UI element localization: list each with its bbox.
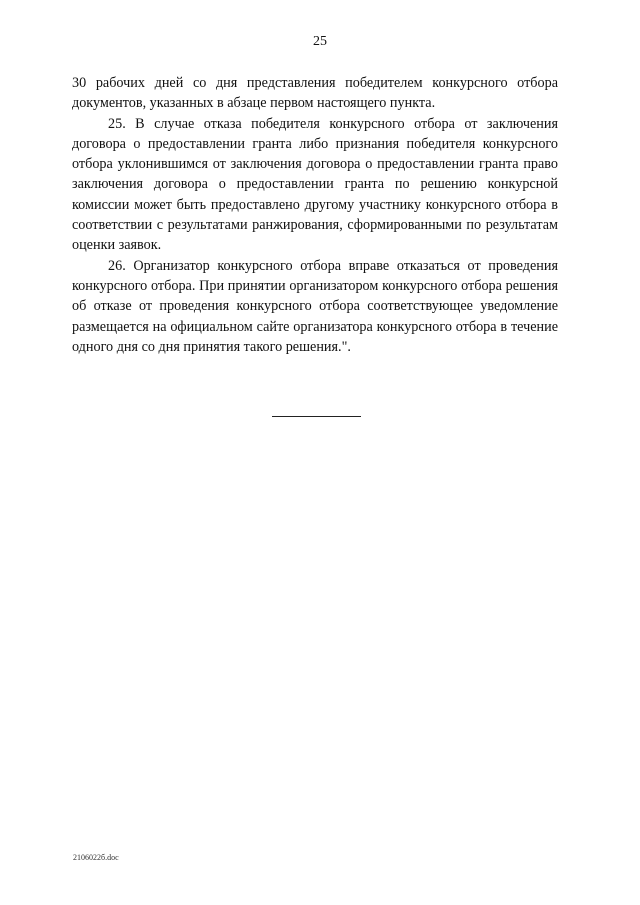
closing-divider-line xyxy=(272,416,361,417)
paragraph-item-25: 25. В случае отказа победителя конкурсного отбора от заключения договора о предоставлении гранта либо признания победителя конкурсного отбора уклонившимся от заключения договора о предоставлении гранта право заключения договора о предоставлении гранта по решению конкурсной комиссии может быть предоставлено другому участнику конкурсного отбора в соответствии с результатами ранжирования, сформированными по результатам оценки заявок. xyxy=(72,115,558,254)
document-body xyxy=(72,73,558,357)
page-number: 25 xyxy=(313,34,327,49)
paragraph-item-26: 26. Организатор конкурсного отбора вправе отказаться от проведения конкурсного отбора. При принятии организатором конкурсного отбора решения об отказе от проведения конкурсного отбора соответствующее уведомление размещается на официальном сайте организатора конкурсного отбора в течение одного дня со дня принятия такого решения.". xyxy=(72,257,558,355)
footer-document-code: 2106022б.doc xyxy=(73,853,119,862)
paragraph-continuation: 30 рабочих дней со дня представления победителем конкурсного отбора документов, указанных в абзаце первом настоящего пункта. xyxy=(72,75,558,112)
